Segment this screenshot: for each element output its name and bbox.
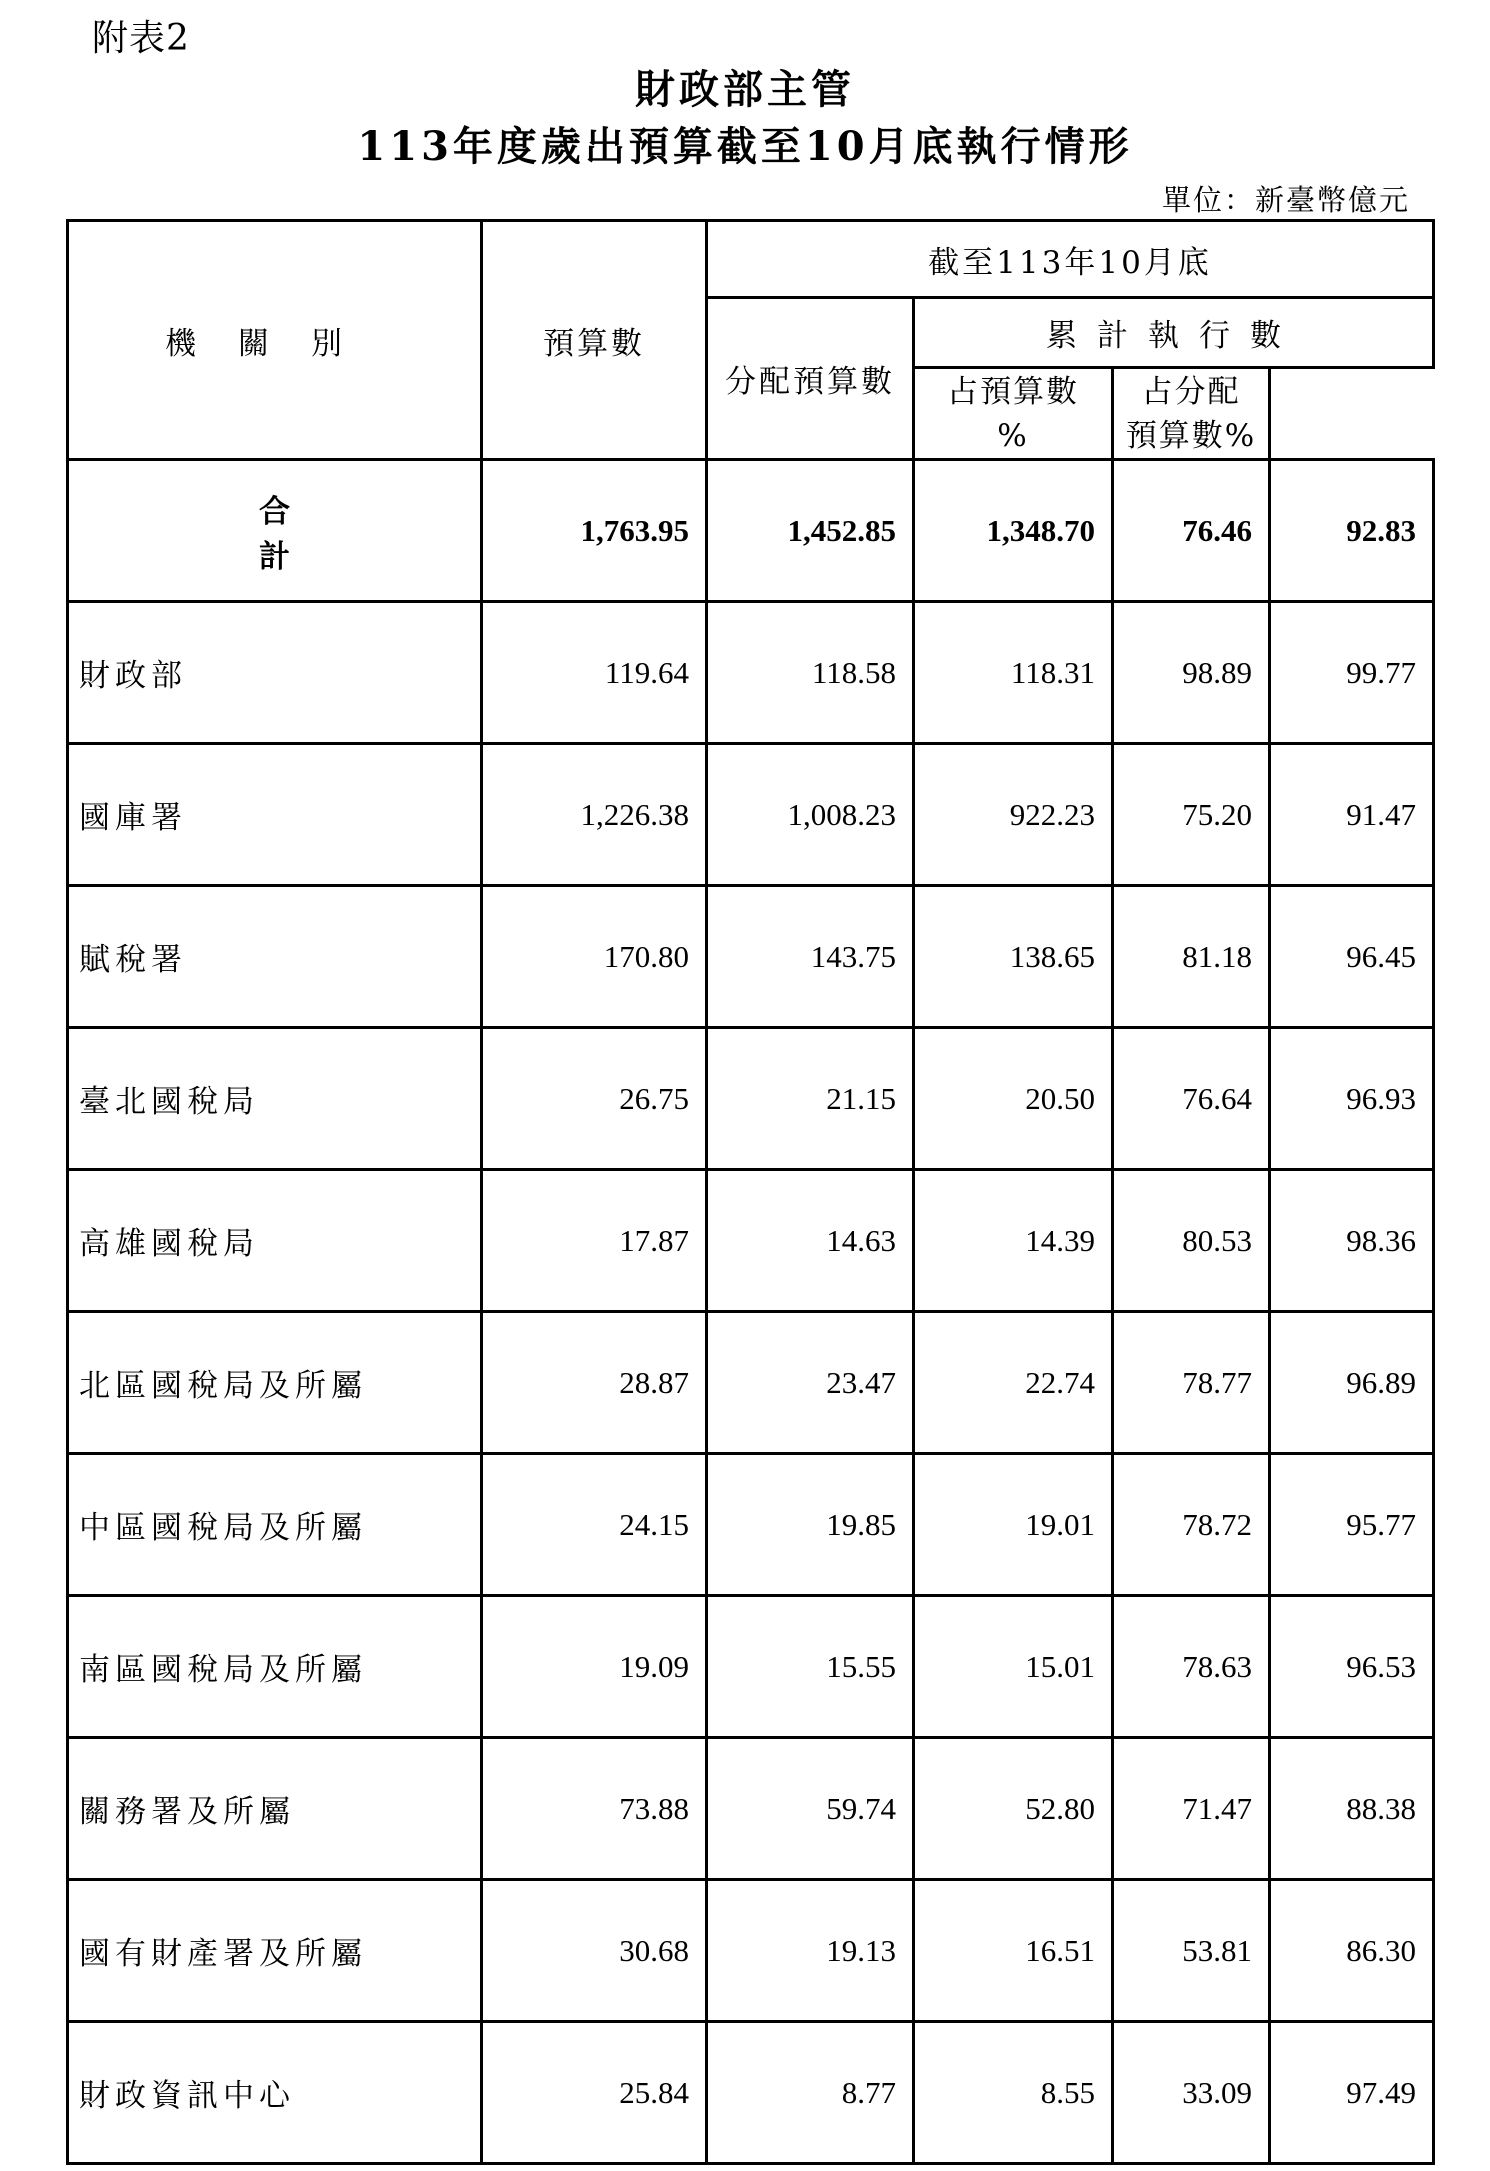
pct-alloc-value: 86.30 bbox=[1270, 1880, 1434, 2022]
table-row bbox=[68, 602, 1434, 744]
total-label: 合計 bbox=[68, 460, 482, 602]
agency-name: 中區國稅局及所屬 bbox=[68, 1454, 482, 1596]
budget-value: 26.75 bbox=[482, 1028, 707, 1170]
pct-budget-value: 33.09 bbox=[1113, 2022, 1270, 2164]
total-row bbox=[68, 460, 1434, 602]
executed-value: 118.31 bbox=[914, 602, 1113, 744]
executed-value: 14.39 bbox=[914, 1170, 1113, 1312]
annex-label: 附表2 bbox=[92, 18, 190, 59]
pct-budget-value: 71.47 bbox=[1113, 1738, 1270, 1880]
header-pct-alloc-line1: 占分配 bbox=[1141, 373, 1241, 410]
agency-name: 賦稅署 bbox=[68, 886, 482, 1028]
agency-name: 臺北國稅局 bbox=[68, 1028, 482, 1170]
budget-value: 17.87 bbox=[482, 1170, 707, 1312]
document-subtitle: 113年度歲出預算截至10月底執行情形 bbox=[357, 123, 1133, 170]
total-budget: 1,763.95 bbox=[482, 460, 707, 602]
budget-value: 1,226.38 bbox=[482, 744, 707, 886]
agency-name: 財政部 bbox=[68, 602, 482, 744]
allocated-value: 143.75 bbox=[707, 886, 914, 1028]
table-row bbox=[68, 744, 1434, 886]
pct-alloc-value: 96.53 bbox=[1270, 1596, 1434, 1738]
pct-budget-value: 78.77 bbox=[1113, 1312, 1270, 1454]
header-pct-alloc-line2: 預算數% bbox=[1125, 417, 1257, 454]
budget-value: 170.80 bbox=[482, 886, 707, 1028]
unit-note: 單位：新臺幣億元 bbox=[1161, 183, 1410, 217]
executed-value: 138.65 bbox=[914, 886, 1113, 1028]
pct-budget-value: 53.81 bbox=[1113, 1880, 1270, 2022]
executed-value: 20.50 bbox=[914, 1028, 1113, 1170]
executed-value: 22.74 bbox=[914, 1312, 1113, 1454]
pct-alloc-value: 98.36 bbox=[1270, 1170, 1434, 1312]
pct-alloc-value: 96.89 bbox=[1270, 1312, 1434, 1454]
pct-alloc-value: 88.38 bbox=[1270, 1738, 1434, 1880]
pct-alloc-value: 91.47 bbox=[1270, 744, 1434, 886]
header-pct-budget-line1: 占預算數 bbox=[947, 373, 1079, 410]
total-allocated: 1,452.85 bbox=[707, 460, 914, 602]
budget-value: 28.87 bbox=[482, 1312, 707, 1454]
pct-alloc-value: 97.49 bbox=[1270, 2022, 1434, 2164]
allocated-value: 59.74 bbox=[707, 1738, 914, 1880]
table-row bbox=[68, 1170, 1434, 1312]
header-cumulative: 累計執行數 bbox=[914, 298, 1434, 368]
allocated-value: 8.77 bbox=[707, 2022, 914, 2164]
pct-budget-value: 78.63 bbox=[1113, 1596, 1270, 1738]
header-row-1 bbox=[68, 221, 1434, 298]
executed-value: 922.23 bbox=[914, 744, 1113, 886]
pct-budget-value: 98.89 bbox=[1113, 602, 1270, 744]
agency-name: 關務署及所屬 bbox=[68, 1738, 482, 1880]
header-period: 截至113年10月底 bbox=[707, 221, 1434, 298]
budget-value: 25.84 bbox=[482, 2022, 707, 2164]
pct-budget-value: 80.53 bbox=[1113, 1170, 1270, 1312]
pct-budget-value: 76.64 bbox=[1113, 1028, 1270, 1170]
agency-name: 南區國稅局及所屬 bbox=[68, 1596, 482, 1738]
table-row bbox=[68, 1596, 1434, 1738]
header-pct-budget-line2: % bbox=[997, 417, 1029, 454]
executed-value: 19.01 bbox=[914, 1454, 1113, 1596]
header-budget: 預算數 bbox=[482, 221, 707, 460]
budget-value: 119.64 bbox=[482, 602, 707, 744]
agency-name: 國有財產署及所屬 bbox=[68, 1880, 482, 2022]
allocated-value: 23.47 bbox=[707, 1312, 914, 1454]
executed-value: 52.80 bbox=[914, 1738, 1113, 1880]
budget-execution-table bbox=[66, 219, 1435, 2165]
agency-name: 財政資訊中心 bbox=[68, 2022, 482, 2164]
allocated-value: 19.13 bbox=[707, 1880, 914, 2022]
total-pct-alloc: 92.83 bbox=[1270, 460, 1434, 602]
table-row bbox=[68, 1454, 1434, 1596]
table-row bbox=[68, 1880, 1434, 2022]
pct-alloc-value: 99.77 bbox=[1270, 602, 1434, 744]
header-pct-alloc bbox=[1113, 368, 1270, 460]
budget-value: 24.15 bbox=[482, 1454, 707, 1596]
budget-value: 30.68 bbox=[482, 1880, 707, 2022]
budget-value: 19.09 bbox=[482, 1596, 707, 1738]
header-agency: 機關別 bbox=[68, 221, 482, 460]
table-row bbox=[68, 1312, 1434, 1454]
pct-budget-value: 81.18 bbox=[1113, 886, 1270, 1028]
allocated-value: 19.85 bbox=[707, 1454, 914, 1596]
executed-value: 16.51 bbox=[914, 1880, 1113, 2022]
allocated-value: 15.55 bbox=[707, 1596, 914, 1738]
pct-alloc-value: 95.77 bbox=[1270, 1454, 1434, 1596]
total-executed: 1,348.70 bbox=[914, 460, 1113, 602]
header-allocated: 分配預算數 bbox=[707, 298, 914, 460]
agency-name: 國庫署 bbox=[68, 744, 482, 886]
executed-value: 8.55 bbox=[914, 2022, 1113, 2164]
pct-budget-value: 78.72 bbox=[1113, 1454, 1270, 1596]
allocated-value: 118.58 bbox=[707, 602, 914, 744]
pct-budget-value: 75.20 bbox=[1113, 744, 1270, 886]
agency-name: 高雄國稅局 bbox=[68, 1170, 482, 1312]
table-row bbox=[68, 1738, 1434, 1880]
allocated-value: 1,008.23 bbox=[707, 744, 914, 886]
allocated-value: 14.63 bbox=[707, 1170, 914, 1312]
agency-name: 北區國稅局及所屬 bbox=[68, 1312, 482, 1454]
header-pct-budget bbox=[914, 368, 1113, 460]
allocated-value: 21.15 bbox=[707, 1028, 914, 1170]
total-pct-budget: 76.46 bbox=[1113, 460, 1270, 602]
pct-alloc-value: 96.45 bbox=[1270, 886, 1434, 1028]
executed-value: 15.01 bbox=[914, 1596, 1113, 1738]
table-row bbox=[68, 886, 1434, 1028]
document-title: 財政部主管 bbox=[635, 66, 855, 113]
table-row bbox=[68, 2022, 1434, 2164]
table-row bbox=[68, 1028, 1434, 1170]
pct-alloc-value: 96.93 bbox=[1270, 1028, 1434, 1170]
budget-value: 73.88 bbox=[482, 1738, 707, 1880]
